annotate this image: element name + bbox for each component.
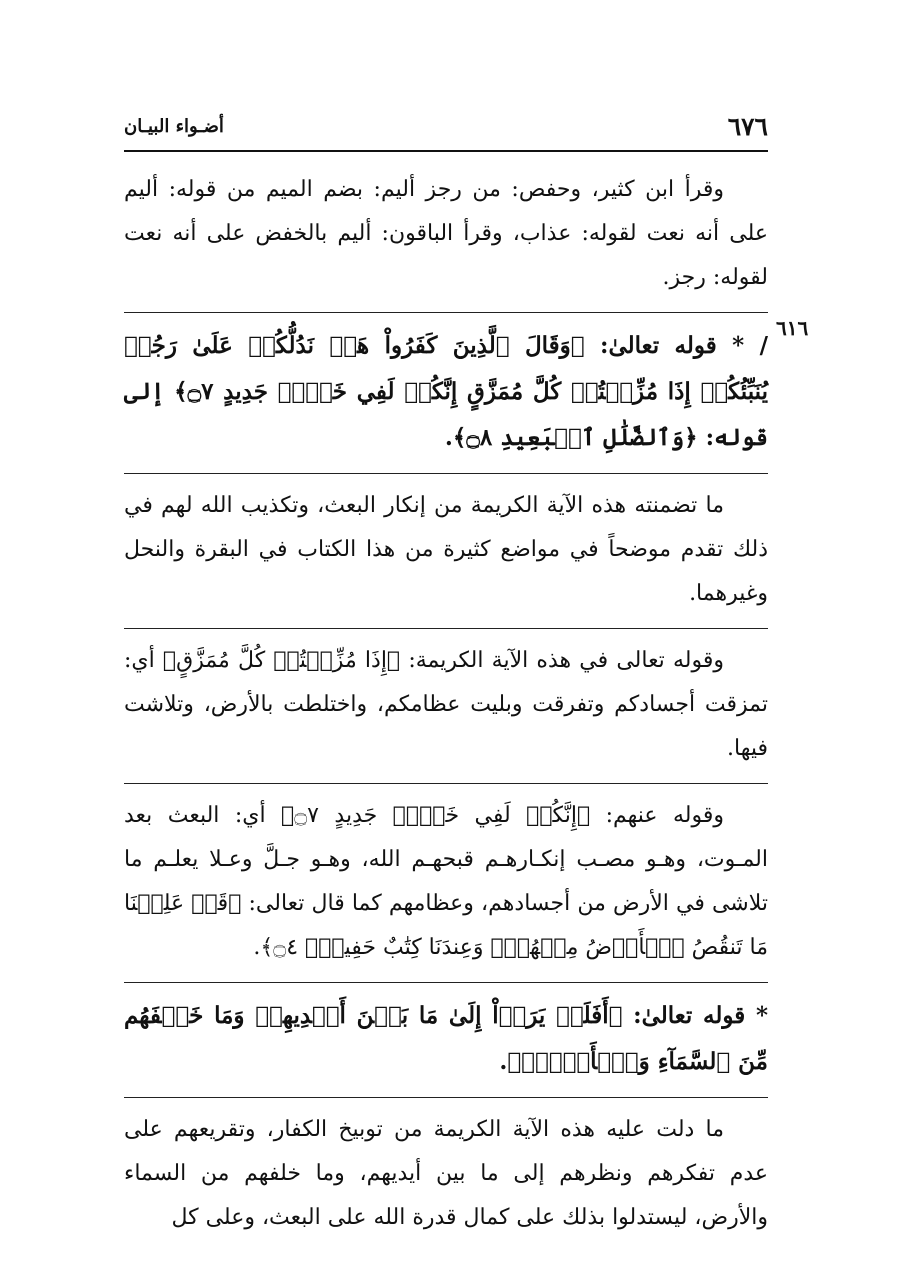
paragraph-reading: وقرأ ابن كثير، وحفص: من رجز أليم: بضم الميم من قوله: أليم على أنه نعت لقوله: عذاب، وقرأ الباقون: أليم بالخفض على أنه نعت لقوله: رجز. — [124, 177, 768, 290]
header-rule — [124, 150, 768, 152]
verse-heading-1: / * قوله تعالىٰ: ﴿وَقَالَ ٱلَّذِينَ كَفَرُواْ هَلۡ نَدُلُّكُمۡ عَلَىٰ رَجُلٖ يُنَبِّئُكُمۡ إِذَا مُزِّقۡتُمۡ كُلَّ مُمَزَّقٍ إِنَّكُمۡ لَفِي خَلۡقٖ جَدِيدٍ ۝٧﴾ إلى قوله: ﴿وَٱلضَّلَٰلِ ٱلۡبَعِيدِ ۝٨﴾. — [124, 332, 768, 451]
page-number: ٦٧٦ — [727, 112, 768, 141]
book-title: أضـواء البيـان — [124, 116, 224, 137]
section-divider — [124, 473, 768, 474]
section-divider — [124, 783, 768, 784]
verse-heading-2: * قوله تعالىٰ: ﴿أَفَلَمۡ يَرَوۡاْ إِلَىٰ مَا بَيۡنَ أَيۡدِيهِمۡ وَمَا خَلۡفَهُم مِّنَ ٱلسَّمَآءِ وَٱلۡأَرۡضِۚ﴾. — [124, 1002, 768, 1075]
section-divider — [124, 982, 768, 983]
paragraph-tafsir-4: ما دلت عليه هذه الآية الكريمة من توبيخ الكفار، وتقريعهم على عدم تفكرهم ونظرهم إلى ما بين أيديهم، وما خلفهم من السماء والأرض، ليستدلوا بذلك على كمال قدرة الله على البعث، وعلى كل — [124, 1117, 768, 1230]
page-body — [124, 168, 768, 1252]
section-divider — [124, 312, 768, 313]
section-divider — [124, 628, 768, 629]
paragraph-tafsir-1: ما تضمنته هذه الآية الكريمة من إنكار البعث، وتكذيب الله لهم في ذلك تقدم موضحاً في مواضع كثيرة من هذا الكتاب في البقرة والنحل وغيرهما. — [124, 493, 768, 606]
paragraph-tafsir-2: وقوله تعالى في هذه الآية الكريمة: ﴿إِذَا مُزِّقۡتُمۡ كُلَّ مُمَزَّقٍ﴾ أي: تمزقت أجسادكم وتفرقت وبليت عظامكم، واختلطت بالأرض، وتلاشت فيها. — [124, 648, 768, 761]
margin-number: ٦١٦ — [776, 316, 809, 340]
page-header — [124, 110, 768, 150]
section-divider — [124, 1097, 768, 1098]
paragraph-tafsir-3: وقوله عنهم: ﴿إِنَّكُمۡ لَفِي خَلۡقٖ جَدِيدٍ ۝٧﴾ أي: البعث بعد المـوت، وهـو مصـب إنكـارهـم قبحهـم الله، وهـو جـلَّ وعـلا يعلـم ما تلاشى في الأرض من أجسادهم، وعظامهم كما قال تعالى: ﴿قَدۡ عَلِمۡنَا مَا تَنقُصُ ٱلۡأَرۡضُ مِنۡهُمۡۖ وَعِندَنَا كِتَٰبٌ حَفِيظُۢ ۝٤﴾. — [124, 803, 768, 960]
